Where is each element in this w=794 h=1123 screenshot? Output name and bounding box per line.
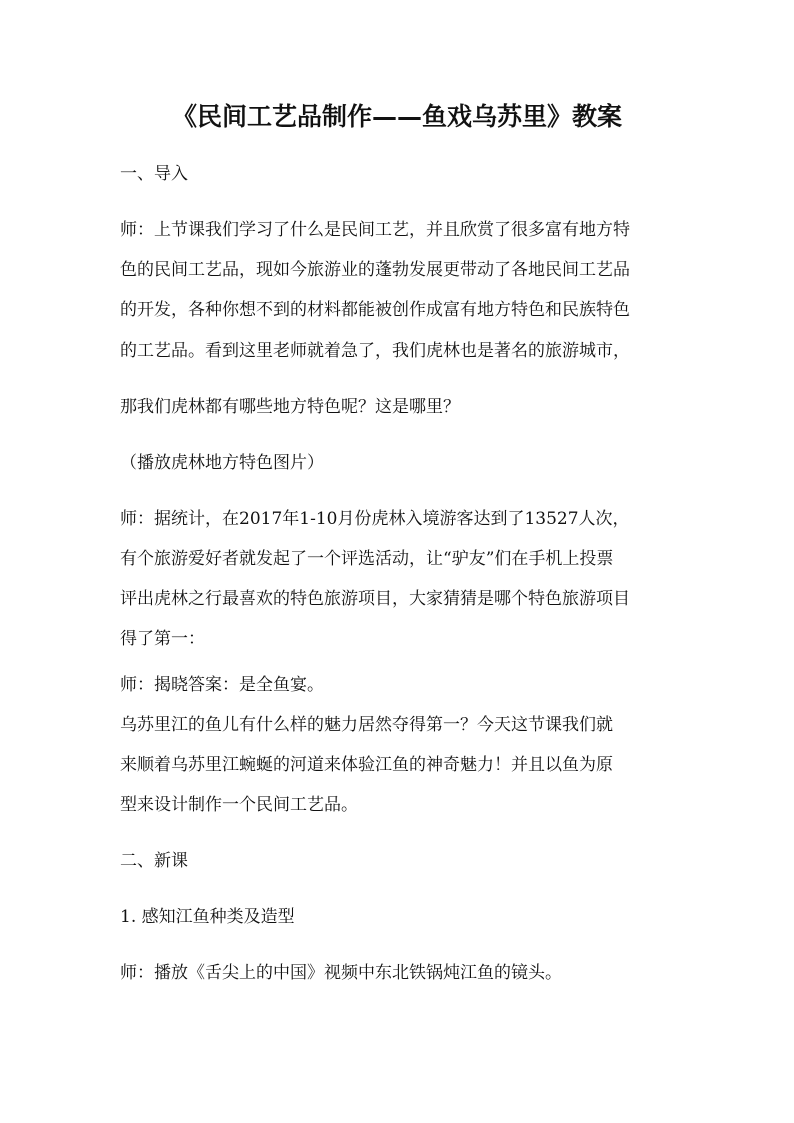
paragraph-line: 来顺着乌苏里江蜿蜒的河道来体验江鱼的神奇魅力！并且以鱼为原 [120,755,613,775]
paragraph-line: 师：上节课我们学习了什么是民间工艺，并且欣赏了很多富有地方特 [120,220,630,240]
paragraph-line: 师：据统计，在2017年1-10月份虎林入境游客达到了13527人次， [120,509,630,529]
stage-note: （播放虎林地方特色图片） [120,453,324,473]
paragraph-line: 师：揭晓答案：是全鱼宴。 [120,675,324,695]
document-title: 《民间工艺品制作——鱼戏乌苏里》教案 [171,102,622,131]
paragraph-line: 型来设计制作一个民间工艺品。 [120,795,358,815]
paragraph-line: 色的民间工艺品，现如今旅游业的蓬勃发展更带动了各地民间工艺品 [120,260,630,280]
paragraph-line: 的工艺品。看到这里老师就着急了，我们虎林也是著名的旅游城市， [120,341,630,361]
paragraph-line: 有个旅游爱好者就发起了一个评选活动，让“驴友”们在手机上投票 [120,549,614,569]
section-heading-intro: 一、导入 [120,164,188,184]
section-heading-new-lesson: 二、新课 [120,851,188,871]
paragraph-line: 得了第一： [120,629,205,649]
paragraph-line: 那我们虎林都有哪些地方特色呢？这是哪里？ [120,397,460,417]
paragraph-line: 乌苏里江的鱼儿有什么样的魅力居然夺得第一？今天这节课我们就 [120,715,613,735]
paragraph-line: 评出虎林之行最喜欢的特色旅游项目，大家猜猜是哪个特色旅游项目 [120,589,630,609]
paragraph-line: 的开发，各种你想不到的材料都能被创作成富有地方特色和民族特色 [120,300,630,320]
subsection-heading: 1. 感知江鱼种类及造型 [120,907,295,927]
paragraph-line: 师：播放《舌尖上的中国》视频中东北铁锅炖江鱼的镜头。 [120,963,562,983]
